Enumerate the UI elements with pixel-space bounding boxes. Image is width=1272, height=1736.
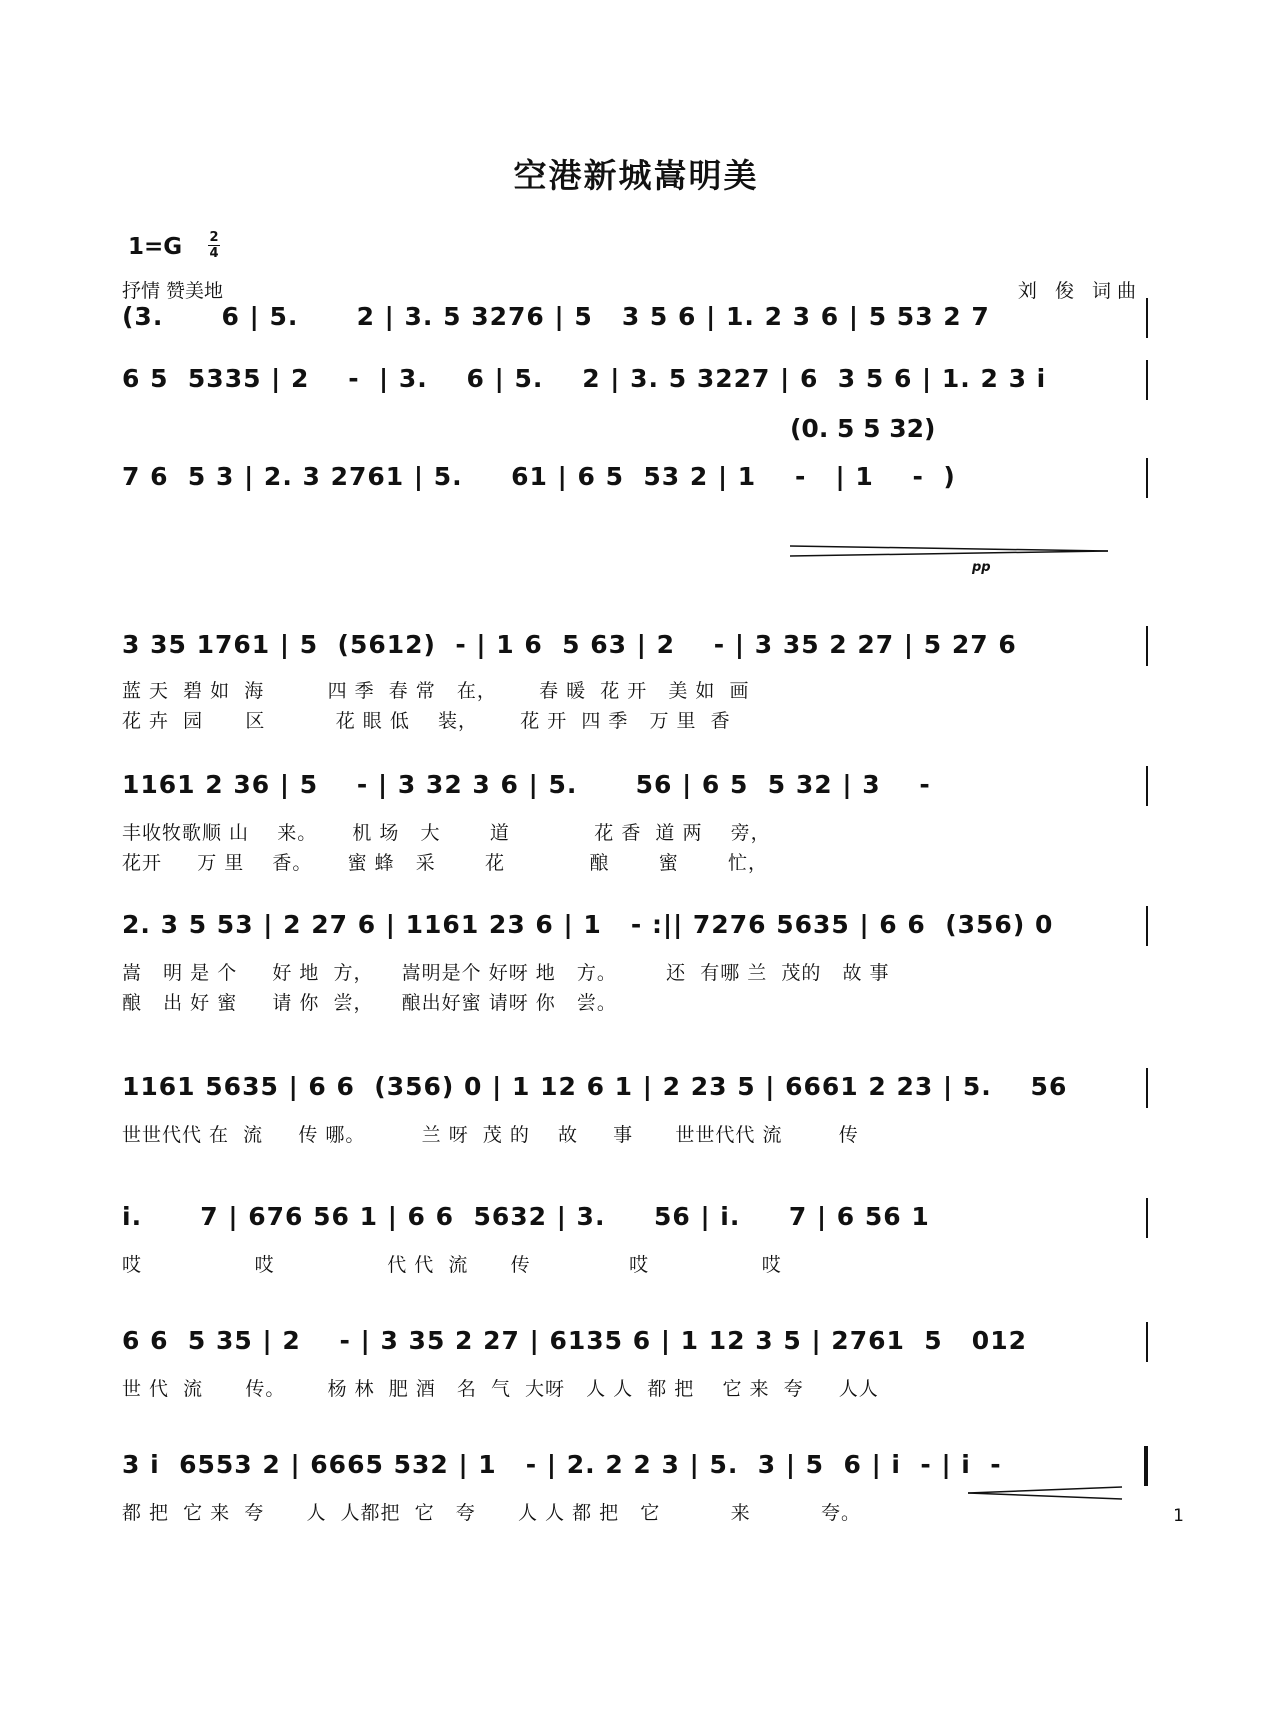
lyric-line-1: 哎 哎 代 代 流 传 哎 哎 bbox=[122, 1254, 782, 1276]
notation-line bbox=[122, 1322, 1148, 1362]
barline bbox=[1146, 626, 1148, 666]
key-signature: 1=G bbox=[128, 234, 183, 260]
notation-line bbox=[122, 1198, 1148, 1238]
final-barline bbox=[1144, 1446, 1148, 1486]
notation-line bbox=[122, 906, 1148, 946]
song-title: 空港新城嵩明美 bbox=[513, 156, 759, 195]
lyric-line-2: 花开 万 里 香。 蜜 蜂 采 花 酿 蜜 忙， bbox=[122, 852, 769, 874]
notation-line bbox=[122, 458, 1148, 498]
time-signature-numerator: 2 bbox=[209, 230, 219, 245]
time-signature-denominator: 4 bbox=[209, 246, 219, 261]
notation-line bbox=[122, 1068, 1148, 1108]
notation-text: 6 6 5 35 | 2 - | 3 35 2 27 | 6135 6 | 1 12 3 5 | 2761 5 012 bbox=[122, 1326, 1027, 1355]
lyric-line-1: 世 代 流 传。 杨 林 肥 酒 名 气 大呀 人 人 都 把 它 来 夸 人人 bbox=[122, 1378, 879, 1400]
barline bbox=[1146, 766, 1148, 806]
lyric-line-1: 蓝 天 碧 如 海 四 季 春 常 在， 春 暖 花 开 美 如 画 bbox=[122, 680, 750, 702]
barline bbox=[1146, 360, 1148, 400]
lyric-line-1: 嵩 明 是 个 好 地 方， 嵩明是个 好呀 地 方。 还 有哪 兰 茂的 故 事 bbox=[122, 962, 890, 984]
barline bbox=[1146, 906, 1148, 946]
crescendo-hairpin bbox=[968, 1486, 1124, 1500]
lyric-line-2: 花 卉 园 区 花 眼 低 装， 花 开 四 季 万 里 香 bbox=[122, 710, 731, 732]
notation-line bbox=[122, 298, 1148, 338]
page-number: 1 bbox=[1173, 1506, 1184, 1526]
composer-credit: 刘 俊 词曲 bbox=[1017, 280, 1142, 302]
barline bbox=[1146, 1198, 1148, 1238]
time-signature bbox=[206, 230, 222, 261]
lyric-line-1: 丰收牧歌顺 山 来。 机 场 大 道 花 香 道 两 旁， bbox=[122, 822, 771, 844]
notation-text: (3. 6 | 5. 2 | 3. 5 3276 | 5 3 5 6 | 1. 2 3 6 | 5 53 2 7 bbox=[122, 302, 990, 331]
lyric-line-2: 酿 出 好 蜜 请 你 尝， 酿出好蜜 请呀 你 尝。 bbox=[122, 992, 617, 1014]
notation-line bbox=[122, 766, 1148, 806]
notation-line bbox=[122, 626, 1148, 666]
barline bbox=[1146, 1322, 1148, 1362]
intro-bracket: (0. 5 5 32) bbox=[790, 414, 936, 443]
barline bbox=[1146, 458, 1148, 498]
notation-text: 3 i 6553 2 | 6665 532 | 1 - | 2. 2 2 3 | 5. 3 | 5 6 | i - | i - bbox=[122, 1450, 1002, 1479]
lyric-line-1: 都 把 它 来 夸 人 人都把 它 夸 人 人 都 把 它 来 夸。 bbox=[122, 1502, 862, 1524]
notation-text: 7 6 5 3 | 2. 3 2761 | 5. 61 | 6 5 53 2 | 1 - | 1 - ) bbox=[122, 462, 956, 491]
notation-text: 3 35 1761 | 5 (5612) - | 1 6 5 63 | 2 - | 3 35 2 27 | 5 27 6 bbox=[122, 630, 1017, 659]
notation-text: 6 5 5335 | 2 - | 3. 6 | 5. 2 | 3. 5 3227 | 6 3 5 6 | 1. 2 3 i bbox=[122, 364, 1047, 393]
notation-text: 1161 5635 | 6 6 (356) 0 | 1 12 6 1 | 2 23 5 | 6661 2 23 | 5. 56 bbox=[122, 1072, 1068, 1101]
lyric-line-1: 世世代代 在 流 传 哪。 兰 呀 茂 的 故 事 世世代代 流 传 bbox=[122, 1124, 859, 1146]
notation-text: i. 7 | 676 56 1 | 6 6 5632 | 3. 56 | i. 7 | 6 56 1 bbox=[122, 1202, 930, 1231]
expression-marking: 抒情 赞美地 bbox=[122, 280, 224, 302]
notation-text: 1161 2 36 | 5 - | 3 32 3 6 | 5. 56 | 6 5 5 32 | 3 - bbox=[122, 770, 931, 799]
notation-text: 2. 3 5 53 | 2 27 6 | 1161 23 6 | 1 - :|| 7276 5635 | 6 6 (356) 0 bbox=[122, 910, 1054, 939]
barline bbox=[1146, 1068, 1148, 1108]
barline bbox=[1146, 298, 1148, 338]
dynamic-marking: pp bbox=[972, 560, 991, 575]
notation-line bbox=[122, 1446, 1148, 1486]
decrescendo-hairpin bbox=[790, 544, 1110, 558]
notation-line bbox=[122, 360, 1148, 400]
